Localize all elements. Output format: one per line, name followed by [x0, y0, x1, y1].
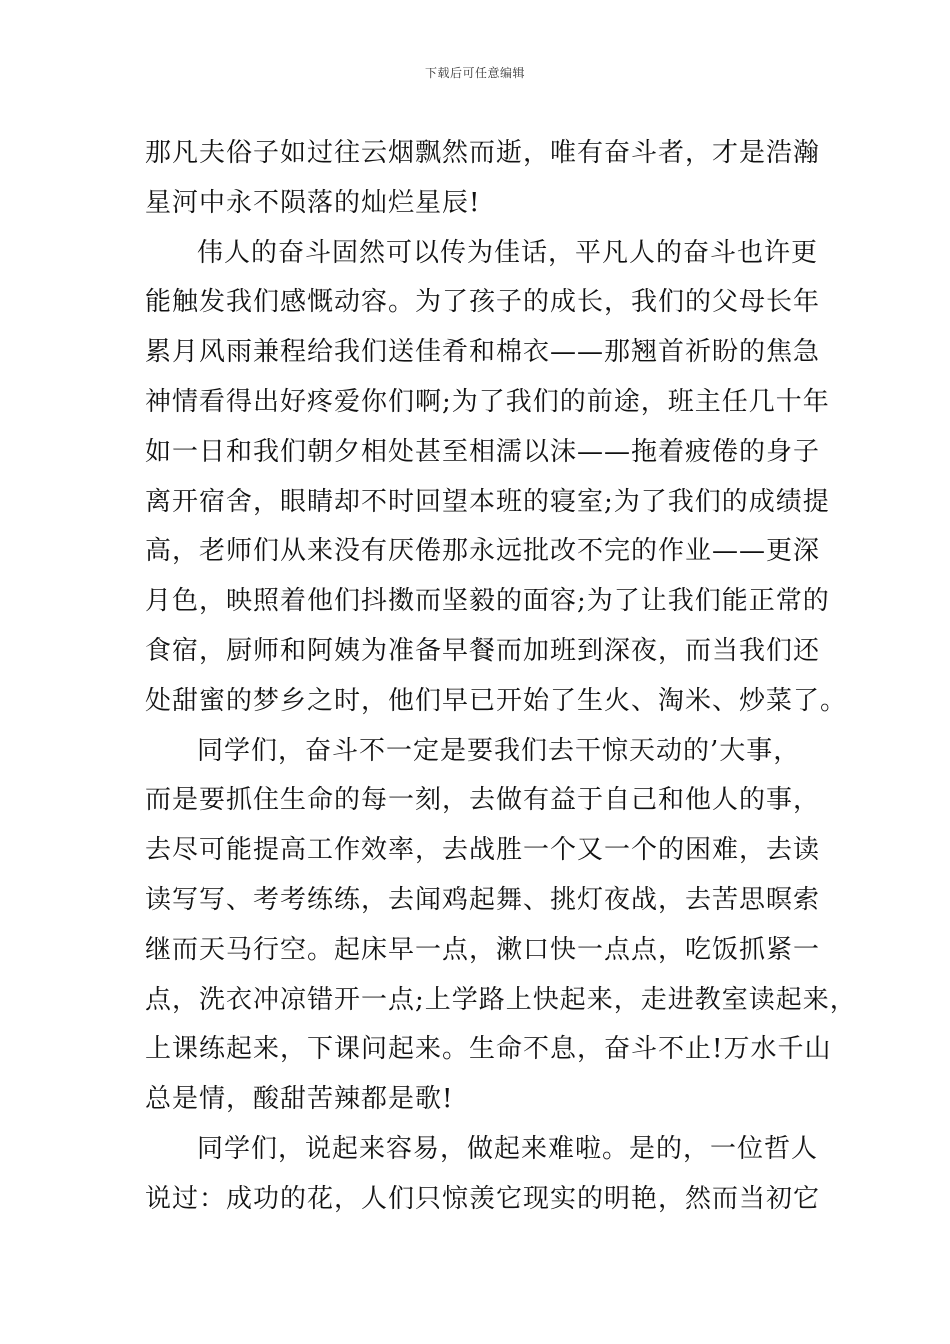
text-line: 处甜蜜的梦乡之时，他们早已开始了生火、淘米、炒菜了。 [145, 685, 848, 716]
text-line: 离开宿舍，眼睛却不时回望本班的寝室;为了我们的成绩提 [145, 486, 830, 517]
text-line: 如一日和我们朝夕相处甚至相濡以沫——拖着疲倦的身子 [145, 436, 821, 467]
text-line: 点，洗衣冲凉错开一点;上学路上快起来，走进教室读起来， [145, 984, 857, 1015]
text-line: 去尽可能提高工作效率，去战胜一个又一个的困难，去读 [145, 835, 821, 866]
text-line: 能触发我们感慨动容。为了孩子的成长，我们的父母长年 [145, 287, 821, 318]
paragraph-start-line: 伟人的奋斗固然可以传为佳话，平凡人的奋斗也许更 [197, 237, 819, 268]
text-line: 那凡夫俗子如过往云烟飘然而逝，唯有奋斗者，才是浩瀚 [145, 138, 821, 168]
text-line: 月色，映照着他们抖擞而坚毅的面容;为了让我们能正常的 [145, 586, 830, 617]
text-line: 而是要抓住生命的每一刻，去做有益于自己和他人的事， [145, 785, 821, 816]
text-line: 总是情，酸甜苦辣都是歌! [145, 1084, 454, 1115]
document-body [145, 129, 857, 1225]
text-line: 累月风雨兼程给我们送佳肴和棉衣——那翘首祈盼的焦急 [145, 337, 821, 368]
text-line: 神情看得出好疼爱你们啊;为了我们的前途，班主任几十年 [145, 386, 830, 417]
text-line: 食宿，厨师和阿姨为准备早餐而加班到深夜，而当我们还 [145, 635, 821, 666]
paragraph-start-line: 同学们，奋斗不一定是要我们去干惊天动的’大事， [197, 735, 801, 766]
text-line: 说过：成功的花，人们只惊羡它现实的明艳，然而当初它 [145, 1183, 821, 1214]
text-line: 上课练起来，下课问起来。生命不息，奋斗不止!万水千山 [145, 1034, 832, 1065]
text-line: 星河中永不陨落的灿烂星辰! [145, 187, 481, 218]
page-header-note: 下载后可任意编辑 [424, 66, 525, 80]
paragraph-start-line: 同学们，说起来容易，做起来难啦。是的，一位哲人 [197, 1133, 819, 1164]
text-line: 高，老师们从来没有厌倦那永远批改不完的作业——更深 [145, 536, 821, 567]
text-line: 读写写、考考练练，去闻鸡起舞、挑灯夜战，去苦思暝索 [145, 884, 821, 915]
text-line: 继而天马行空。起床早一点，漱口快一点点，吃饭抓紧一 [145, 934, 821, 965]
